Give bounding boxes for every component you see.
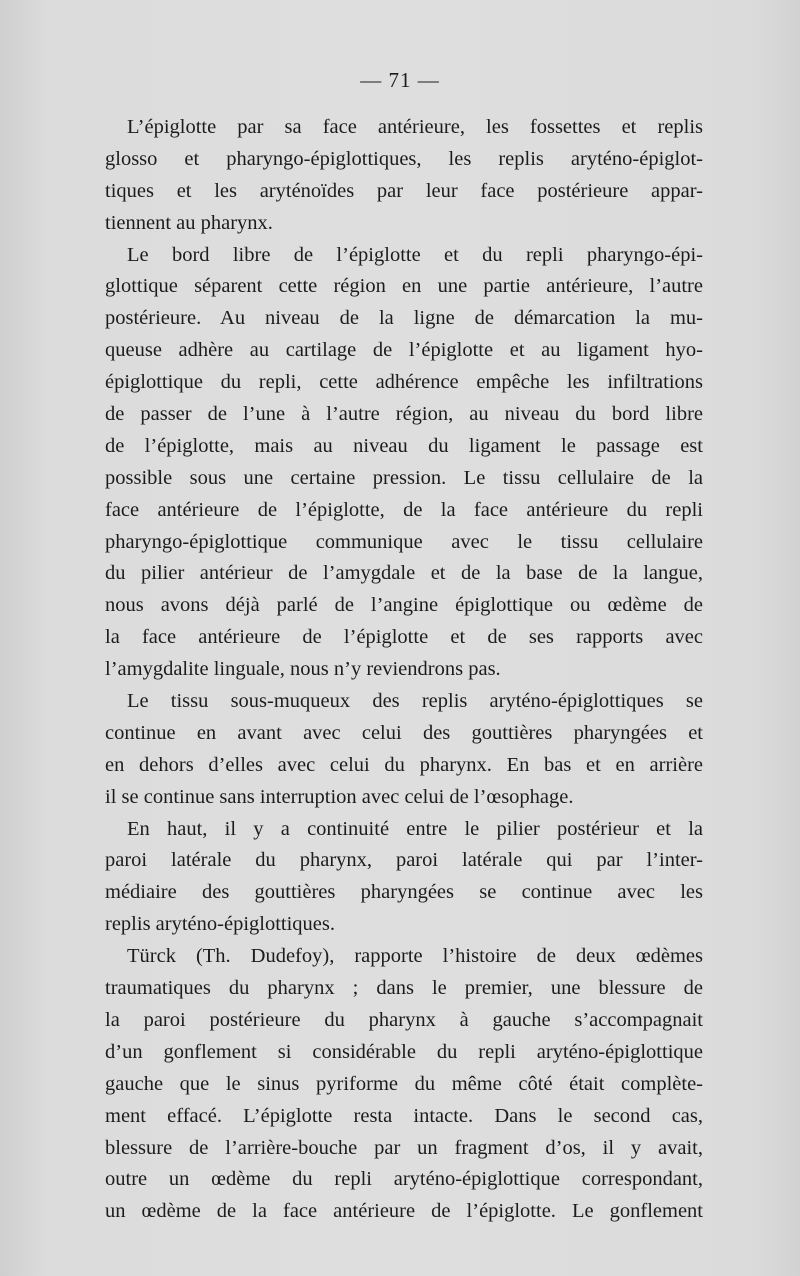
text-line: ment effacé. L’épiglotte resta intacte. Dans le second cas, <box>105 1104 703 1127</box>
text-line: blessure de l’arrière-bouche par un fragment d’os, il y avait, <box>105 1136 703 1159</box>
text-line: médiaire des gouttières pharyngées se continue avec les <box>105 881 703 904</box>
text-line: En haut, il y a continuité entre le pilier postérieur et la <box>127 817 703 840</box>
text-line: gauche que le sinus pyriforme du même côté était complète- <box>105 1072 703 1095</box>
text-line: nous avons déjà parlé de l’angine épiglottique ou œdème de <box>105 594 703 617</box>
text-line: d’un gonflement si considérable du repli aryténo-épiglottique <box>105 1040 703 1063</box>
text-line: un œdème de la face antérieure de l’épiglotte. Le gonflement <box>105 1200 703 1223</box>
text-line: outre un œdème du repli aryténo-épiglottique correspondant, <box>105 1168 703 1191</box>
text-line: il se continue sans interruption avec celui de l’œsophage. <box>105 785 574 808</box>
text-line: épiglottique du repli, cette adhérence empêche les infiltrations <box>105 371 703 394</box>
text-line: l’amygdalite linguale, nous n’y reviendrons pas. <box>105 658 501 681</box>
text-line: Le tissu sous-muqueux des replis aryténo-épiglottiques se <box>127 690 703 713</box>
text-line: de passer de l’une à l’autre région, au niveau du bord libre <box>105 403 703 426</box>
text-line: continue en avant avec celui des gouttières pharyngées et <box>105 721 703 744</box>
text-line: L’épiglotte par sa face antérieure, les fossettes et replis <box>127 116 703 138</box>
text-line: glottique séparent cette région en une partie antérieure, l’autre <box>105 275 703 298</box>
text-line: la paroi postérieure du pharynx à gauche s’accompagnait <box>105 1008 703 1031</box>
text-line: pharyngo-épiglottique communique avec le tissu cellulaire <box>105 530 703 553</box>
text-line: de l’épiglotte, mais au niveau du ligament le passage est <box>105 434 703 457</box>
text-line: postérieure. Au niveau de la ligne de démarcation la mu- <box>105 307 703 330</box>
text-line: tiques et les aryténoïdes par leur face postérieure appar- <box>105 179 703 202</box>
text-line: Le bord libre de l’épiglotte et du repli pharyngo-épi- <box>127 243 703 266</box>
text-line: face antérieure de l’épiglotte, de la face antérieure du repli <box>105 498 703 521</box>
text-line: traumatiques du pharynx ; dans le premier, une blessure de <box>105 977 703 1000</box>
text-line: possible sous une certaine pression. Le tissu cellulaire de la <box>105 466 703 489</box>
page-number: — 71 — <box>360 68 440 92</box>
text-line: replis aryténo-épiglottiques. <box>105 913 335 936</box>
text-line: en dehors d’elles avec celui du pharynx. En bas et en arrière <box>105 753 703 776</box>
text-line: tiennent au pharynx. <box>105 211 273 234</box>
text-line: la face antérieure de l’épiglotte et de ses rapports avec <box>105 626 703 649</box>
body-text <box>105 112 703 1228</box>
text-line: glosso et pharyngo-épiglottiques, les replis aryténo-épiglot- <box>105 147 703 170</box>
text-line: paroi latérale du pharynx, paroi latérale qui par l’inter- <box>105 849 703 872</box>
text-line: Türck (Th. Dudefoy), rapporte l’histoire de deux œdèmes <box>127 945 703 968</box>
text-line: queuse adhère au cartilage de l’épiglotte et au ligament hyo- <box>105 339 703 362</box>
text-line: du pilier antérieur de l’amygdale et de la base de la langue, <box>105 562 703 585</box>
